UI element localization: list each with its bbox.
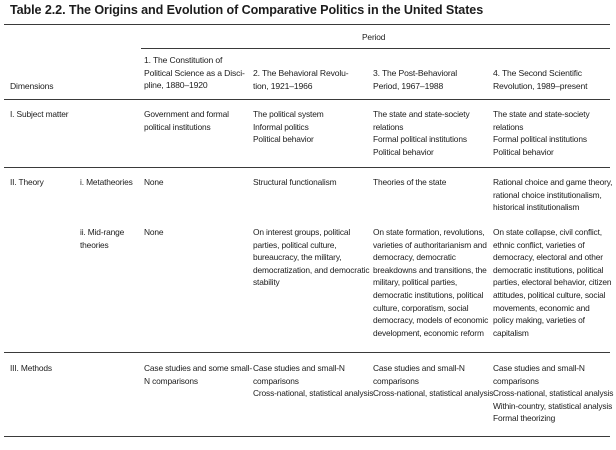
subject-cell-1 (144, 108, 229, 133)
cell-line: bureaucracy, the military, (253, 252, 342, 263)
period-header-3 (373, 67, 457, 92)
cell-line: theories (80, 239, 109, 250)
subject-dimension: I. Subject matter (10, 109, 69, 119)
cell-line: Revolution, 1989–present (493, 80, 588, 91)
cell-line: 3. The Post-Behavioral (373, 68, 457, 78)
methods-dimension: III. Methods (10, 363, 52, 373)
theory-rule (4, 352, 610, 353)
period-label: Period (362, 32, 386, 42)
cell-line: 4. The Second Scientific (493, 68, 582, 78)
metatheories-label: i. Metatheories (80, 177, 133, 187)
cell-line: Cross-national, statistical analysis (493, 388, 614, 399)
cell-line: None (144, 177, 164, 187)
cell-line: comparisons (493, 375, 539, 386)
cell-line: 2. The Behavioral Revolu- (253, 68, 349, 78)
meta-cell-1 (144, 176, 163, 189)
cell-line: Structural functionalism (253, 177, 337, 187)
cell-line: The state and state-society (493, 109, 590, 119)
cell-line: Cross-national, statistical analysis (373, 388, 494, 399)
methods-cell-1 (144, 362, 252, 387)
cell-line: Case studies and small-N (253, 363, 345, 373)
cell-line: 1. The Constitution of (144, 55, 223, 65)
cell-line: democratic institutions, political (373, 289, 484, 300)
period-header-1 (144, 54, 245, 92)
cell-line: Political behavior (253, 134, 314, 145)
period-header-4 (493, 67, 587, 92)
cell-line: Political Science as a Disci- (144, 67, 245, 78)
cell-line: On state formation, revolutions, (373, 227, 485, 237)
cell-line: Formal political institutions (373, 134, 467, 145)
cell-line: culture, corporatism, social (373, 302, 469, 313)
cell-line: rational choice institutionalism, (493, 189, 602, 200)
cell-line: parties, political culture, (253, 239, 337, 250)
cell-line: breakdowns and transitions, the (373, 264, 487, 275)
cell-line: Political behavior (373, 146, 434, 157)
cell-line: Political behavior (493, 146, 554, 157)
cell-line: pline, 1880–1920 (144, 80, 208, 91)
cell-line: democracy, democratic (373, 252, 456, 263)
cell-line: democratization, and democratic (253, 264, 370, 275)
cell-line: Rational choice and game theory, (493, 177, 613, 187)
cell-line: Within-country, statistical analysis (493, 400, 613, 411)
meta-cell-2 (253, 176, 336, 189)
cell-line: Case studies and small-N (373, 363, 465, 373)
subject-cell-3 (373, 108, 470, 158)
mid-cell-2 (253, 226, 369, 289)
cell-line: military, political parties, (373, 277, 458, 288)
cell-line: None (144, 227, 164, 237)
cell-line: policy making, varieties of (493, 315, 585, 326)
mid-cell-1 (144, 226, 163, 239)
cell-line: relations (373, 121, 404, 132)
cell-line: comparisons (373, 375, 419, 386)
top-rule (4, 24, 610, 25)
cell-line: parties, electoral behavior, citizen (493, 277, 612, 288)
cell-line: On state collapse, civil conflict, (493, 227, 602, 237)
cell-line: relations (493, 121, 524, 132)
cell-line: democracy, electoral and other (493, 252, 603, 263)
cell-line: ii. Mid-range (80, 227, 125, 237)
cell-line: political institutions (144, 121, 211, 132)
subject-rule (4, 167, 610, 168)
mid-cell-4 (493, 226, 611, 339)
cell-line: attitudes, political culture, social (493, 289, 606, 300)
subject-cell-2 (253, 108, 324, 146)
methods-cell-4 (493, 362, 613, 425)
cell-line: Case studies and small-N (493, 363, 585, 373)
cell-line: Government and formal (144, 109, 229, 119)
table-title: Table 2.2. The Origins and Evolution of Comparative Politics in the United States (10, 3, 484, 17)
bottom-rule (4, 436, 610, 437)
cell-line: historical institutionalism (493, 202, 580, 213)
header-rule (4, 99, 610, 100)
meta-cell-4 (493, 176, 612, 214)
period-rule (141, 48, 610, 49)
cell-line: The state and state-society (373, 109, 470, 119)
cell-line: The political system (253, 109, 324, 119)
methods-cell-2 (253, 362, 373, 400)
subject-cell-4 (493, 108, 590, 158)
cell-line: Cross-national, statistical analysis (253, 388, 374, 399)
cell-line: Formal theorizing (493, 413, 556, 424)
cell-line: tion, 1921–1966 (253, 80, 313, 91)
cell-line: varieties of authoritarianism and (373, 239, 487, 250)
methods-cell-3 (373, 362, 493, 400)
cell-line: Informal politics (253, 121, 309, 132)
cell-line: Theories of the state (373, 177, 447, 187)
cell-line: development, economic reform (373, 327, 484, 338)
cell-line: ethnic conflict, varieties of (493, 239, 585, 250)
dimensions-header: Dimensions (10, 81, 54, 91)
cell-line: capitalism (493, 327, 529, 338)
mid-cell-3 (373, 226, 488, 339)
cell-line: stability (253, 277, 280, 288)
cell-line: democratic institutions, political (493, 264, 604, 275)
cell-line: N comparisons (144, 375, 198, 386)
cell-line: On interest groups, political (253, 227, 351, 237)
cell-line: Period, 1967–1988 (373, 80, 444, 91)
cell-line: comparisons (253, 375, 299, 386)
theory-dimension: II. Theory (10, 177, 44, 187)
midrange-label (80, 226, 124, 251)
cell-line: Formal political institutions (493, 134, 587, 145)
period-header-2 (253, 67, 348, 92)
cell-line: movements, economic and (493, 302, 590, 313)
meta-cell-3 (373, 176, 446, 189)
cell-line: democracy, models of economic (373, 315, 489, 326)
cell-line: Case studies and some small- (144, 363, 252, 373)
